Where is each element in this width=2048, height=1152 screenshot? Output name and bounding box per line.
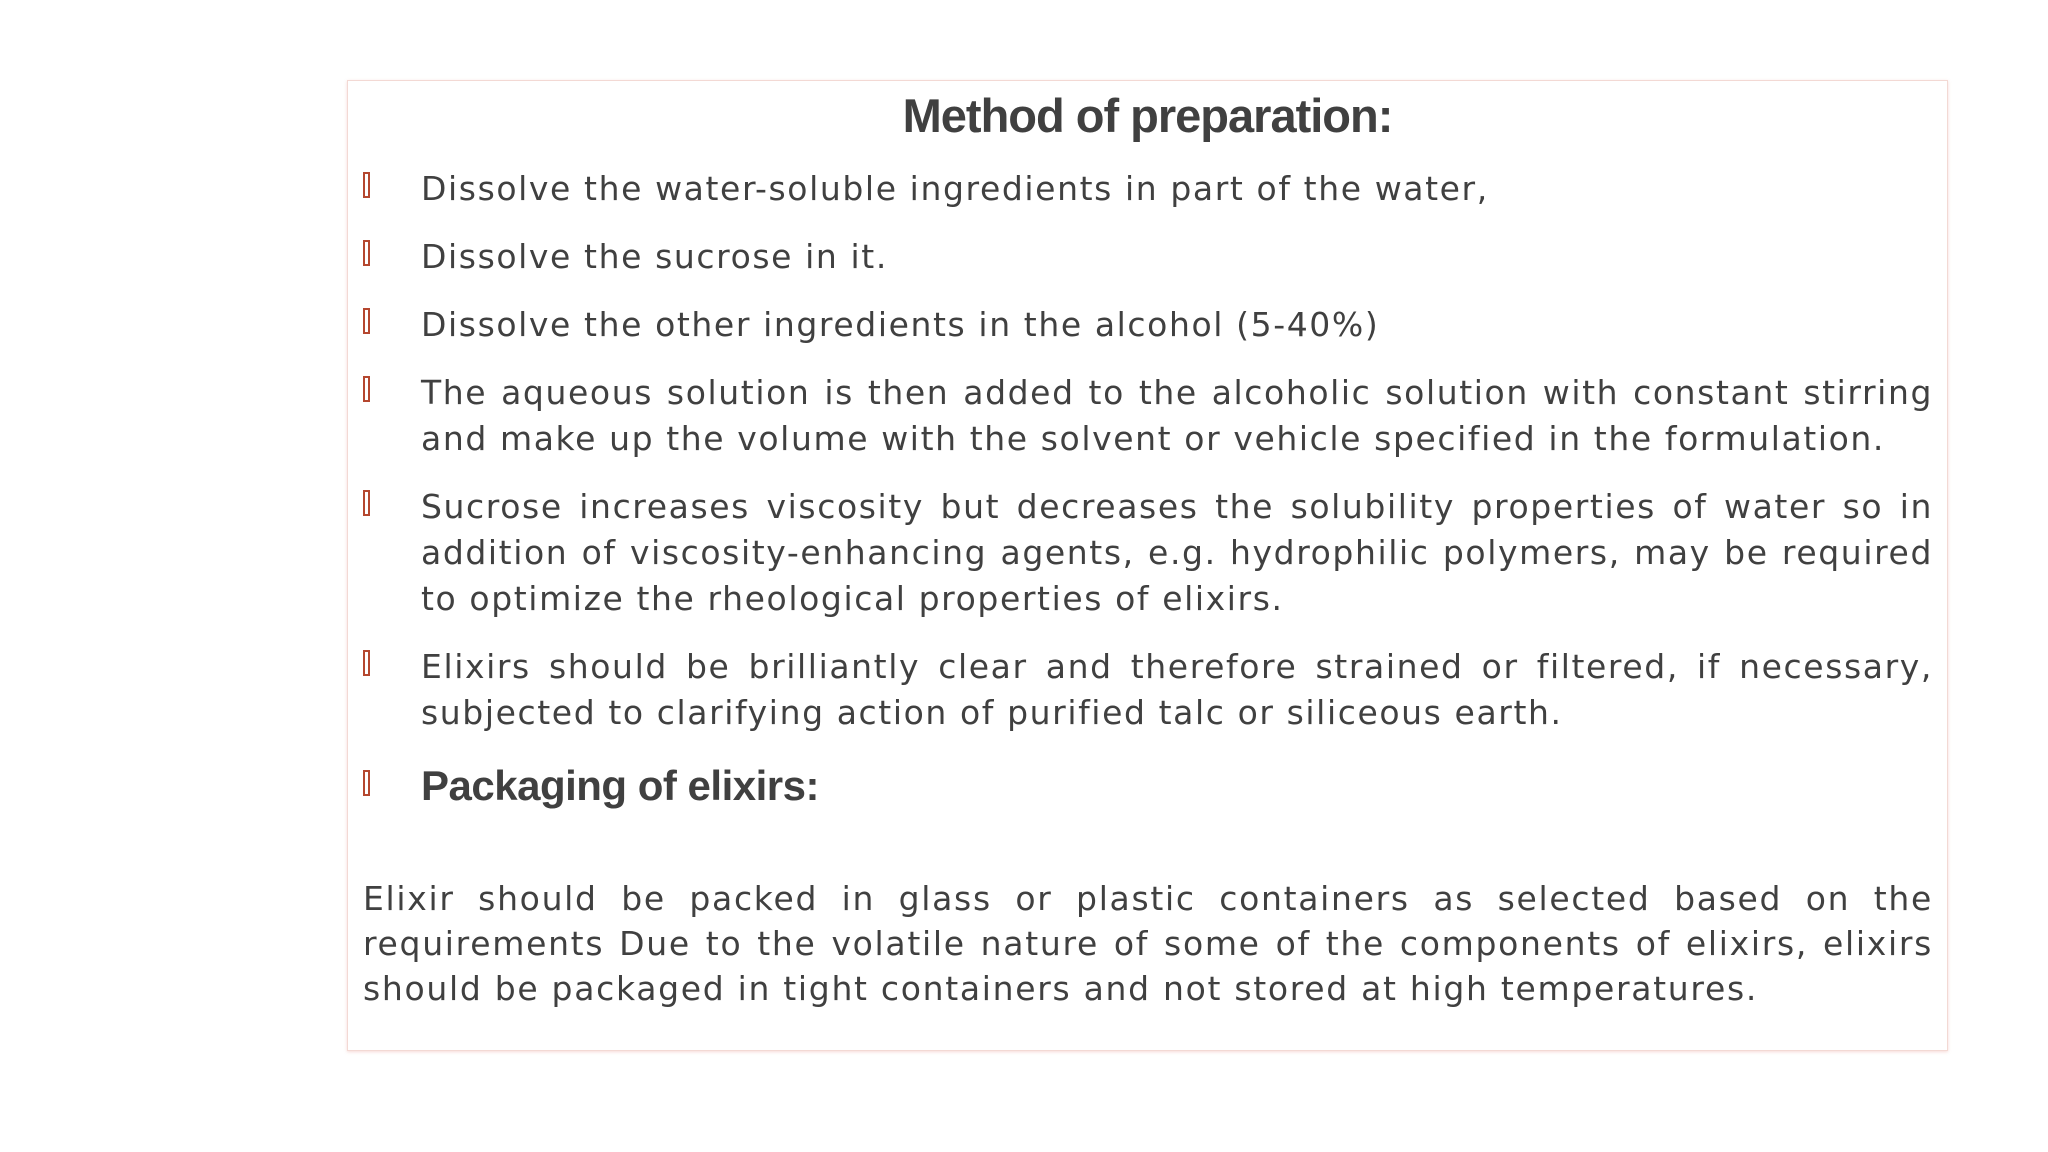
packaging-heading-item [363,758,1933,814]
bullet-text: Elixirs should be brilliantly clear and therefore strained or filtered, if necessary, subjected to clarifying action of purified talc or siliceous earth. [421,647,1933,732]
bullet-list [363,166,1933,828]
bullet-box-icon [363,240,370,266]
bullet-box-icon [363,490,370,516]
bullet-text: Sucrose increases viscosity but decreases the solubility properties of water so in addition of viscosity-enhancing agents, e.g. hydrophilic polymers, may be required to optimize the rheological properties of elixirs. [421,487,1933,618]
bullet-text: Dissolve the sucrose in it. [421,237,888,276]
bullet-item [363,484,1933,622]
bullet-box-icon [363,770,370,796]
bullet-item [363,302,1933,348]
bullet-box-icon [363,308,370,334]
bullet-box-icon [363,172,370,198]
packaging-heading: Packaging of elixirs: [421,762,819,809]
bullet-box-icon [363,376,370,402]
slide-title: Method of preparation: [902,89,1393,142]
bullet-text: Dissolve the water-soluble ingredients in part of the water, [421,169,1489,208]
bullet-text: Dissolve the other ingredients in the alcohol (5-40%) [421,305,1380,344]
bullet-text: The aqueous solution is then added to the alcoholic solution with constant stirring and make up the volume with the solvent or vehicle specified in the formulation. [421,373,1933,458]
bullet-item [363,166,1933,212]
packaging-paragraph: Elixir should be packed in glass or plastic containers as selected based on the requirements Due to the volatile nature of some of the components of elixirs, elixirs should be packaged in tight containers and not stored at high temperatures. [363,879,1933,1008]
bullet-item [363,644,1933,736]
bullet-item [363,370,1933,462]
bullet-box-icon [363,650,370,676]
bullet-item [363,234,1933,280]
